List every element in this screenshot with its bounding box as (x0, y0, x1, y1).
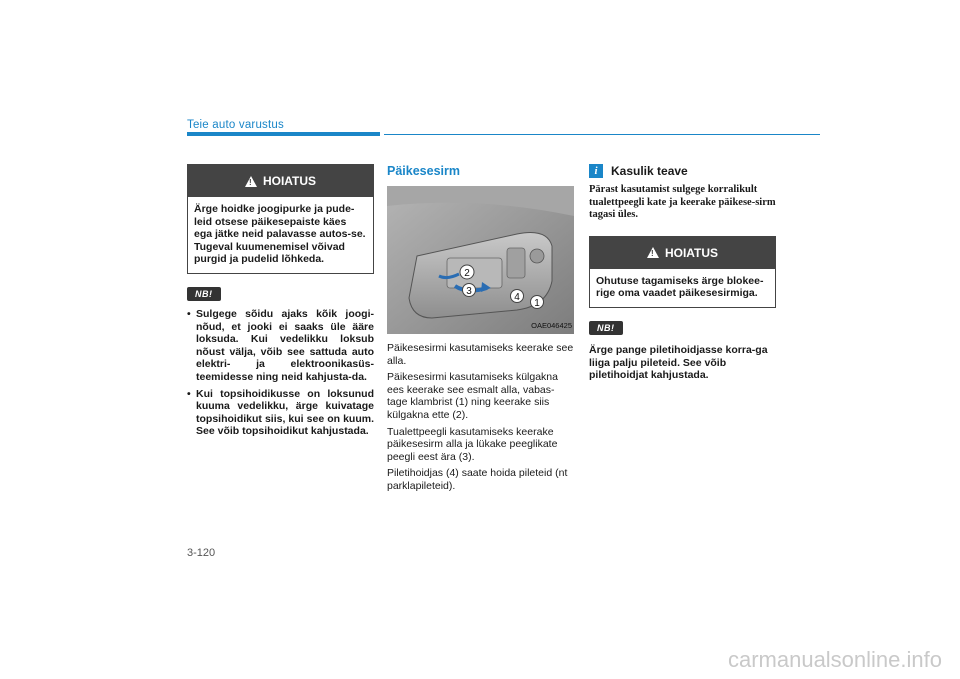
nb-badge: NB! (589, 321, 623, 335)
paragraph: Piletihoidjas (4) saate hoida pileteid (nt parklapileteid). (387, 467, 568, 492)
watermark: carmanualsonline.info (727, 647, 942, 672)
header-rule (384, 134, 820, 135)
figure-code: OAE046425 (531, 321, 572, 330)
nb-text: Ärge pange piletihoidjasse korra-ga liiga palju pileteid. See võib piletihoidjat kahjustada. (589, 343, 768, 382)
warning-triangle-icon (647, 247, 659, 258)
warning-header (188, 165, 373, 197)
warning-heading: HOIATUS (262, 174, 317, 188)
callout-3: 3 (466, 286, 472, 297)
nb-badge: NB! (187, 287, 221, 301)
column-middle (387, 164, 574, 493)
callout-2: 2 (464, 268, 470, 279)
warning-text: Ärge hoidke joogipurke ja pude-leid otsese päikesepaiste käes ega jätke neid palavasse autos-se. Tugeval kuumenemisel võivad purgid ja pudelid lõhkeda. (194, 203, 366, 266)
section-title: Päikesesirm (387, 164, 460, 178)
warning-triangle-icon (245, 176, 257, 187)
list-item: • Kui topsihoidikusse on loksunud kuuma vedelikku, ärge kuivatage topsihoidikut siis, kui see on kuum. See võib topsihoidikut kahjustada. (187, 388, 374, 438)
sun-visor-illustration (387, 186, 574, 334)
warning-box (187, 164, 374, 274)
info-icon: i (589, 164, 603, 178)
callout-4: 4 (514, 292, 520, 303)
warning-header (590, 237, 775, 269)
paragraph: Päikesesirmi kasutamiseks külgakna ees keerake see esmalt alla, vabas-tage klambrist (1) ning keerake siis külgakna ette (2). (387, 371, 558, 421)
header-accent-bar (187, 132, 380, 136)
warning-heading: HOIATUS (664, 245, 719, 260)
info-header (589, 164, 776, 178)
list-item: • Sulgege sõidu ajaks kõik joogi-nõud, et jooki ei saaks üle ääre loksuda. Kui vedelikku loksub nõust välja, võib see sattuda auto elektri- ja elektroonikasüs-teemidesse ning neid kahjusta-da. (187, 308, 374, 384)
sun-visor-figure (387, 186, 574, 334)
warning-text: Ohutuse tagamiseks ärge blokee-rige oma vaadet päikesesirmiga. (596, 274, 764, 300)
info-heading: Kasulik teave (611, 164, 688, 178)
column-right (589, 164, 776, 382)
paragraph: Päikesesirmi kasutamiseks keerake see alla. (387, 342, 574, 367)
section-header-title: Teie auto varustus (187, 119, 284, 131)
column-left (187, 164, 374, 442)
info-text: Pärast kasutamist sulgege korralikult tualettpeegli kate ja keerake päikese-sirm tagasi üles. (589, 184, 776, 221)
bullet-list (187, 308, 374, 438)
page-number: 3-120 (187, 547, 216, 559)
callout-1: 1 (534, 298, 540, 309)
warning-box (589, 236, 776, 308)
paragraph: Tualettpeegli kasutamiseks keerake päikesesirm alla ja lükake peeglikate peegli eest ära (3). (387, 425, 558, 463)
